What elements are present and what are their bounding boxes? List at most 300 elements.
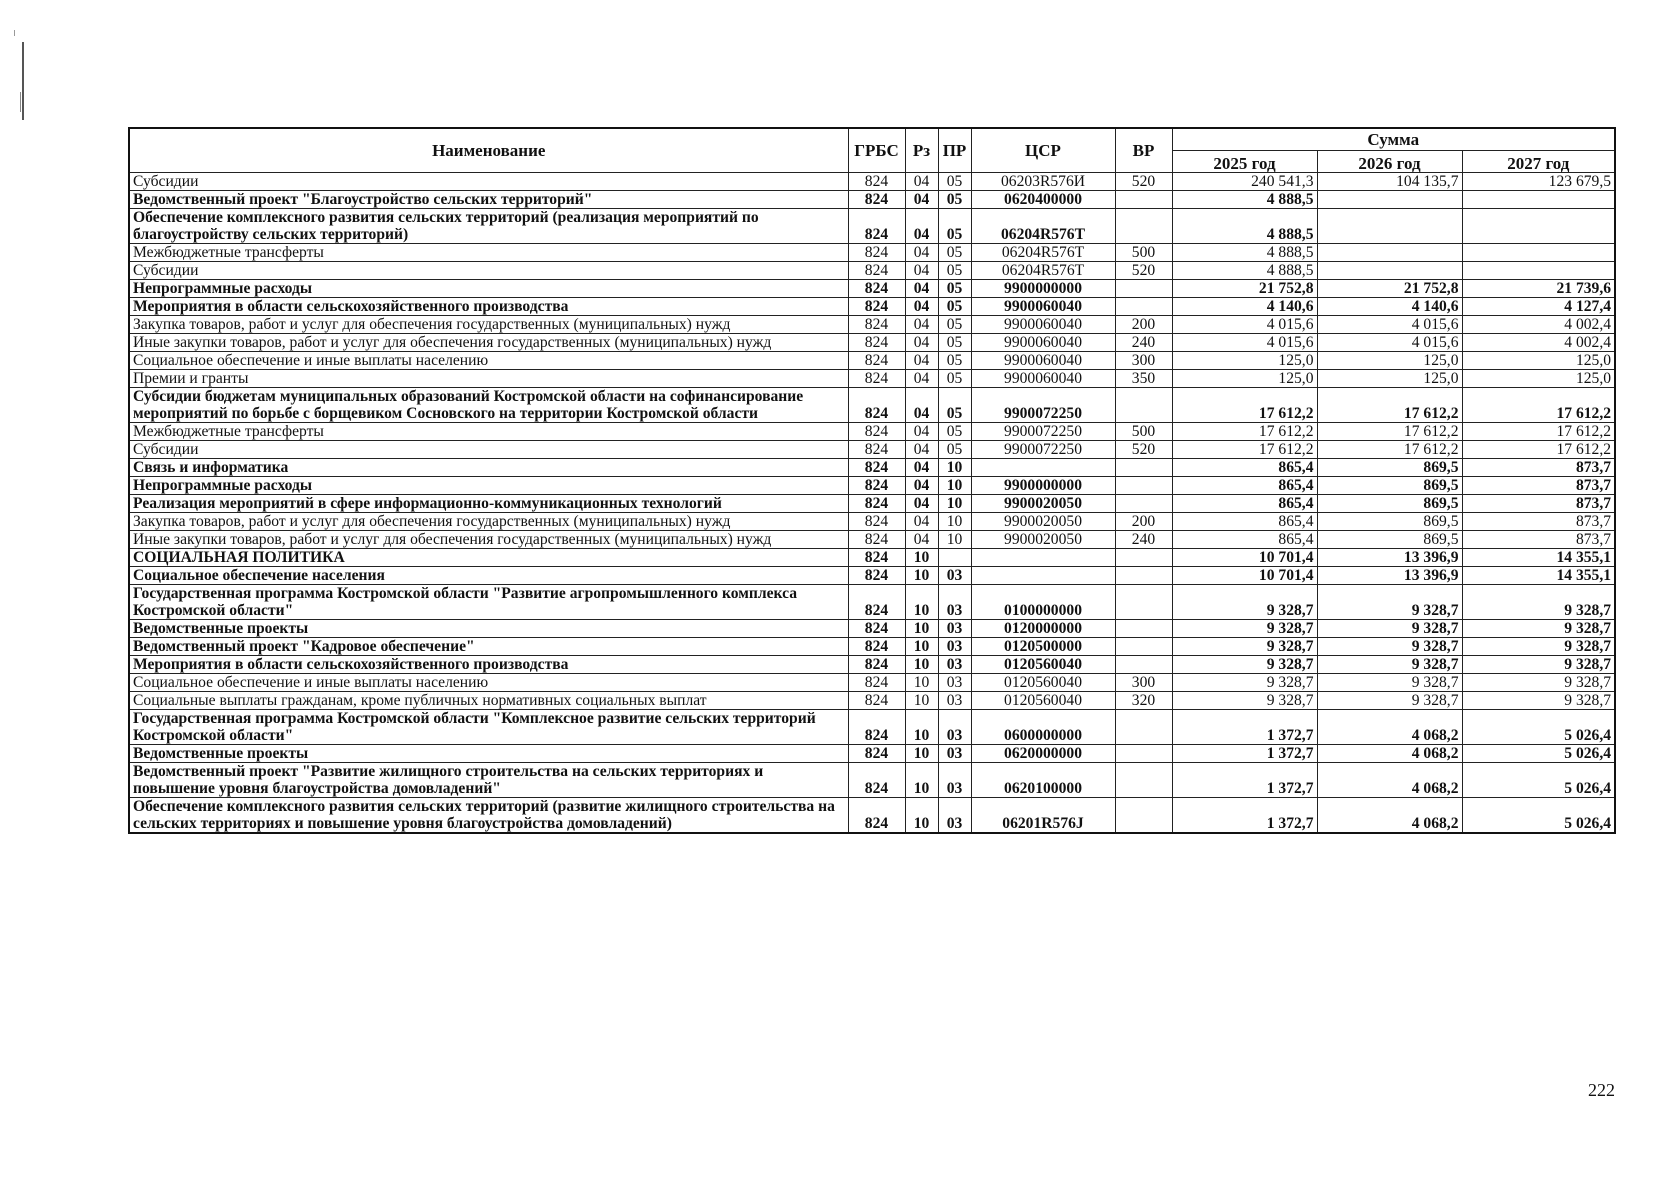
cell-rz: 04 bbox=[905, 173, 938, 191]
cell-csr: 0620100000 bbox=[971, 763, 1115, 798]
table-row bbox=[129, 674, 1615, 692]
table-row bbox=[129, 692, 1615, 710]
cell-pr: 05 bbox=[938, 388, 971, 423]
cell-y2025: 1 372,7 bbox=[1172, 798, 1317, 834]
cell-y2025: 21 752,8 bbox=[1172, 280, 1317, 298]
cell-y2026: 4 068,2 bbox=[1317, 798, 1462, 834]
table-row bbox=[129, 370, 1615, 388]
cell-grbs: 824 bbox=[848, 423, 905, 441]
cell-rz: 04 bbox=[905, 316, 938, 334]
cell-pr: 05 bbox=[938, 244, 971, 262]
cell-grbs: 824 bbox=[848, 173, 905, 191]
cell-rz: 10 bbox=[905, 638, 938, 656]
table-row bbox=[129, 495, 1615, 513]
cell-csr: 06203R576И bbox=[971, 173, 1115, 191]
cell-y2026: 869,5 bbox=[1317, 513, 1462, 531]
table-row bbox=[129, 763, 1615, 798]
cell-pr: 05 bbox=[938, 316, 971, 334]
cell-vr bbox=[1115, 798, 1172, 834]
cell-y2026 bbox=[1317, 209, 1462, 244]
cell-rz: 04 bbox=[905, 262, 938, 280]
cell-pr: 05 bbox=[938, 370, 971, 388]
cell-pr: 10 bbox=[938, 477, 971, 495]
cell-pr: 03 bbox=[938, 763, 971, 798]
cell-grbs: 824 bbox=[848, 209, 905, 244]
cell-vr: 520 bbox=[1115, 262, 1172, 280]
cell-y2027: 5 026,4 bbox=[1462, 763, 1615, 798]
cell-vr: 240 bbox=[1115, 531, 1172, 549]
cell-csr: 06204R576T bbox=[971, 244, 1115, 262]
cell-y2026: 4 140,6 bbox=[1317, 298, 1462, 316]
cell-grbs: 824 bbox=[848, 244, 905, 262]
table-row bbox=[129, 441, 1615, 459]
cell-y2026: 4 068,2 bbox=[1317, 763, 1462, 798]
cell-rz: 10 bbox=[905, 692, 938, 710]
cell-y2027: 14 355,1 bbox=[1462, 549, 1615, 567]
table-row bbox=[129, 316, 1615, 334]
cell-csr: 9900020050 bbox=[971, 513, 1115, 531]
cell-csr bbox=[971, 459, 1115, 477]
budget-table bbox=[128, 127, 1616, 834]
cell-y2026: 869,5 bbox=[1317, 477, 1462, 495]
table-row bbox=[129, 173, 1615, 191]
cell-y2026: 4 068,2 bbox=[1317, 745, 1462, 763]
cell-y2027: 123 679,5 bbox=[1462, 173, 1615, 191]
cell-rz: 04 bbox=[905, 191, 938, 209]
cell-name: Закупка товаров, работ и услуг для обеспечения государственных (муниципальных) нужд bbox=[129, 316, 848, 334]
cell-name: Ведомственный проект "Благоустройство сельских территорий" bbox=[129, 191, 848, 209]
cell-pr: 03 bbox=[938, 567, 971, 585]
cell-name: Социальное обеспечение и иные выплаты населению bbox=[129, 674, 848, 692]
header-sum: Сумма bbox=[1172, 128, 1615, 151]
cell-y2027: 9 328,7 bbox=[1462, 692, 1615, 710]
cell-y2025: 125,0 bbox=[1172, 370, 1317, 388]
cell-csr bbox=[971, 549, 1115, 567]
cell-y2026 bbox=[1317, 244, 1462, 262]
cell-y2025: 4 015,6 bbox=[1172, 334, 1317, 352]
cell-csr: 9900020050 bbox=[971, 531, 1115, 549]
cell-pr: 05 bbox=[938, 423, 971, 441]
cell-y2026 bbox=[1317, 191, 1462, 209]
cell-y2025: 9 328,7 bbox=[1172, 656, 1317, 674]
cell-grbs: 824 bbox=[848, 280, 905, 298]
cell-y2025: 10 701,4 bbox=[1172, 549, 1317, 567]
page-number: 222 bbox=[1588, 1080, 1615, 1100]
cell-y2025: 865,4 bbox=[1172, 513, 1317, 531]
cell-pr: 05 bbox=[938, 191, 971, 209]
scan-artifact bbox=[14, 30, 15, 36]
cell-pr: 03 bbox=[938, 798, 971, 834]
cell-grbs: 824 bbox=[848, 495, 905, 513]
cell-y2025: 4 888,5 bbox=[1172, 191, 1317, 209]
cell-y2026: 9 328,7 bbox=[1317, 674, 1462, 692]
cell-csr: 0120000000 bbox=[971, 620, 1115, 638]
cell-csr: 06201R576J bbox=[971, 798, 1115, 834]
cell-y2026: 9 328,7 bbox=[1317, 585, 1462, 620]
header-year-2027: 2027 год bbox=[1462, 151, 1615, 173]
cell-csr: 9900060040 bbox=[971, 334, 1115, 352]
table-row bbox=[129, 209, 1615, 244]
cell-pr: 05 bbox=[938, 262, 971, 280]
cell-csr bbox=[971, 567, 1115, 585]
cell-y2025: 125,0 bbox=[1172, 352, 1317, 370]
cell-name: Субсидии bbox=[129, 441, 848, 459]
cell-pr: 03 bbox=[938, 638, 971, 656]
cell-rz: 10 bbox=[905, 656, 938, 674]
cell-y2026: 9 328,7 bbox=[1317, 620, 1462, 638]
cell-grbs: 824 bbox=[848, 638, 905, 656]
table-row bbox=[129, 549, 1615, 567]
cell-name: Обеспечение комплексного развития сельских территорий (развитие жилищного строительства на сельских территориях и повышение уровня благоустройства домовладений) bbox=[129, 798, 848, 834]
cell-y2027: 4 002,4 bbox=[1462, 334, 1615, 352]
header-year-2025: 2025 год bbox=[1172, 151, 1317, 173]
cell-vr: 500 bbox=[1115, 244, 1172, 262]
cell-y2025: 9 328,7 bbox=[1172, 620, 1317, 638]
cell-y2026: 9 328,7 bbox=[1317, 692, 1462, 710]
cell-y2025: 10 701,4 bbox=[1172, 567, 1317, 585]
cell-pr: 03 bbox=[938, 620, 971, 638]
cell-y2025: 4 888,5 bbox=[1172, 262, 1317, 280]
table-row bbox=[129, 459, 1615, 477]
cell-y2027: 5 026,4 bbox=[1462, 710, 1615, 745]
cell-y2027 bbox=[1462, 191, 1615, 209]
cell-y2027: 17 612,2 bbox=[1462, 423, 1615, 441]
cell-y2026: 17 612,2 bbox=[1317, 441, 1462, 459]
cell-name: Мероприятия в области сельскохозяйственного производства bbox=[129, 298, 848, 316]
cell-y2027: 14 355,1 bbox=[1462, 567, 1615, 585]
cell-csr: 9900020050 bbox=[971, 495, 1115, 513]
cell-y2025: 4 888,5 bbox=[1172, 244, 1317, 262]
cell-name: Государственная программа Костромской области "Развитие агропромышленного комплекса Костромской области" bbox=[129, 585, 848, 620]
cell-vr bbox=[1115, 459, 1172, 477]
cell-y2026: 4 068,2 bbox=[1317, 710, 1462, 745]
table-row bbox=[129, 798, 1615, 834]
cell-y2027: 873,7 bbox=[1462, 495, 1615, 513]
cell-name: Мероприятия в области сельскохозяйственного производства bbox=[129, 656, 848, 674]
cell-y2025: 17 612,2 bbox=[1172, 423, 1317, 441]
cell-grbs: 824 bbox=[848, 352, 905, 370]
cell-y2025: 4 888,5 bbox=[1172, 209, 1317, 244]
cell-name: Социальное обеспечение населения bbox=[129, 567, 848, 585]
cell-vr bbox=[1115, 209, 1172, 244]
cell-name: СОЦИАЛЬНАЯ ПОЛИТИКА bbox=[129, 549, 848, 567]
cell-vr: 350 bbox=[1115, 370, 1172, 388]
header-pr: ПР bbox=[938, 128, 971, 173]
cell-name: Субсидии bbox=[129, 173, 848, 191]
cell-name: Государственная программа Костромской области "Комплексное развитие сельских территорий Костромской области" bbox=[129, 710, 848, 745]
cell-vr bbox=[1115, 549, 1172, 567]
cell-rz: 04 bbox=[905, 388, 938, 423]
cell-y2026: 13 396,9 bbox=[1317, 567, 1462, 585]
cell-grbs: 824 bbox=[848, 191, 905, 209]
cell-pr: 05 bbox=[938, 352, 971, 370]
cell-y2027: 873,7 bbox=[1462, 513, 1615, 531]
cell-grbs: 824 bbox=[848, 316, 905, 334]
cell-y2025: 1 372,7 bbox=[1172, 763, 1317, 798]
cell-name: Социальное обеспечение и иные выплаты населению bbox=[129, 352, 848, 370]
cell-vr: 520 bbox=[1115, 441, 1172, 459]
cell-y2025: 240 541,3 bbox=[1172, 173, 1317, 191]
cell-rz: 04 bbox=[905, 334, 938, 352]
cell-y2025: 9 328,7 bbox=[1172, 674, 1317, 692]
cell-y2025: 9 328,7 bbox=[1172, 692, 1317, 710]
cell-vr: 300 bbox=[1115, 352, 1172, 370]
cell-y2026: 21 752,8 bbox=[1317, 280, 1462, 298]
cell-vr bbox=[1115, 495, 1172, 513]
cell-y2025: 4 140,6 bbox=[1172, 298, 1317, 316]
cell-pr: 03 bbox=[938, 710, 971, 745]
cell-name: Связь и информатика bbox=[129, 459, 848, 477]
table-row bbox=[129, 638, 1615, 656]
cell-grbs: 824 bbox=[848, 567, 905, 585]
cell-rz: 10 bbox=[905, 567, 938, 585]
cell-csr: 0120500000 bbox=[971, 638, 1115, 656]
cell-vr: 520 bbox=[1115, 173, 1172, 191]
cell-pr: 03 bbox=[938, 674, 971, 692]
cell-vr bbox=[1115, 620, 1172, 638]
cell-grbs: 824 bbox=[848, 441, 905, 459]
cell-vr bbox=[1115, 298, 1172, 316]
cell-y2025: 865,4 bbox=[1172, 459, 1317, 477]
cell-y2027: 873,7 bbox=[1462, 477, 1615, 495]
cell-y2026: 17 612,2 bbox=[1317, 423, 1462, 441]
cell-csr: 0620400000 bbox=[971, 191, 1115, 209]
cell-name: Субсидии bbox=[129, 262, 848, 280]
cell-pr: 05 bbox=[938, 173, 971, 191]
cell-y2025: 4 015,6 bbox=[1172, 316, 1317, 334]
cell-pr: 05 bbox=[938, 334, 971, 352]
cell-rz: 04 bbox=[905, 352, 938, 370]
cell-vr: 200 bbox=[1115, 513, 1172, 531]
cell-y2025: 865,4 bbox=[1172, 477, 1317, 495]
cell-y2027 bbox=[1462, 262, 1615, 280]
cell-grbs: 824 bbox=[848, 531, 905, 549]
cell-y2027: 5 026,4 bbox=[1462, 745, 1615, 763]
cell-vr bbox=[1115, 477, 1172, 495]
cell-rz: 10 bbox=[905, 549, 938, 567]
cell-y2027: 4 002,4 bbox=[1462, 316, 1615, 334]
cell-grbs: 824 bbox=[848, 298, 905, 316]
cell-pr: 10 bbox=[938, 513, 971, 531]
scan-artifact bbox=[22, 42, 24, 120]
cell-grbs: 824 bbox=[848, 549, 905, 567]
table-row bbox=[129, 352, 1615, 370]
cell-y2026: 125,0 bbox=[1317, 370, 1462, 388]
cell-vr bbox=[1115, 585, 1172, 620]
cell-rz: 04 bbox=[905, 280, 938, 298]
cell-grbs: 824 bbox=[848, 370, 905, 388]
header-vr: ВР bbox=[1115, 128, 1172, 173]
header-year-2026: 2026 год bbox=[1317, 151, 1462, 173]
cell-y2027: 873,7 bbox=[1462, 531, 1615, 549]
cell-rz: 10 bbox=[905, 763, 938, 798]
cell-y2027: 9 328,7 bbox=[1462, 585, 1615, 620]
cell-csr: 0120560040 bbox=[971, 656, 1115, 674]
table-row bbox=[129, 477, 1615, 495]
table-row bbox=[129, 423, 1615, 441]
cell-rz: 04 bbox=[905, 513, 938, 531]
cell-grbs: 824 bbox=[848, 477, 905, 495]
cell-y2025: 17 612,2 bbox=[1172, 388, 1317, 423]
cell-y2025: 9 328,7 bbox=[1172, 585, 1317, 620]
cell-name: Социальные выплаты гражданам, кроме публичных нормативных социальных выплат bbox=[129, 692, 848, 710]
cell-grbs: 824 bbox=[848, 388, 905, 423]
cell-rz: 10 bbox=[905, 798, 938, 834]
cell-pr bbox=[938, 549, 971, 567]
cell-grbs: 824 bbox=[848, 334, 905, 352]
cell-grbs: 824 bbox=[848, 763, 905, 798]
cell-csr: 0600000000 bbox=[971, 710, 1115, 745]
cell-pr: 05 bbox=[938, 298, 971, 316]
cell-y2026: 104 135,7 bbox=[1317, 173, 1462, 191]
table-row bbox=[129, 567, 1615, 585]
table-row bbox=[129, 262, 1615, 280]
cell-y2027: 125,0 bbox=[1462, 370, 1615, 388]
cell-rz: 10 bbox=[905, 674, 938, 692]
cell-csr: 9900060040 bbox=[971, 370, 1115, 388]
cell-csr: 0120560040 bbox=[971, 674, 1115, 692]
cell-y2027: 125,0 bbox=[1462, 352, 1615, 370]
cell-rz: 04 bbox=[905, 298, 938, 316]
cell-pr: 03 bbox=[938, 692, 971, 710]
table-row bbox=[129, 513, 1615, 531]
cell-csr: 0120560040 bbox=[971, 692, 1115, 710]
cell-rz: 04 bbox=[905, 370, 938, 388]
cell-y2026: 17 612,2 bbox=[1317, 388, 1462, 423]
table-body bbox=[129, 173, 1615, 834]
cell-csr: 0100000000 bbox=[971, 585, 1115, 620]
cell-rz: 10 bbox=[905, 620, 938, 638]
cell-rz: 04 bbox=[905, 495, 938, 513]
cell-name: Реализация мероприятий в сфере информационно-коммуникационных технологий bbox=[129, 495, 848, 513]
cell-y2026: 4 015,6 bbox=[1317, 334, 1462, 352]
cell-pr: 03 bbox=[938, 656, 971, 674]
cell-y2027: 9 328,7 bbox=[1462, 674, 1615, 692]
cell-pr: 10 bbox=[938, 495, 971, 513]
cell-rz: 04 bbox=[905, 531, 938, 549]
header-rz: Рз bbox=[905, 128, 938, 173]
cell-csr: 06204R576T bbox=[971, 262, 1115, 280]
header-name: Наименование bbox=[129, 128, 848, 173]
table-row bbox=[129, 334, 1615, 352]
cell-y2027 bbox=[1462, 244, 1615, 262]
cell-grbs: 824 bbox=[848, 710, 905, 745]
table-row bbox=[129, 531, 1615, 549]
table-row bbox=[129, 585, 1615, 620]
cell-vr: 500 bbox=[1115, 423, 1172, 441]
cell-name: Обеспечение комплексного развития сельских территорий (реализация мероприятий по благоустройству сельских территорий) bbox=[129, 209, 848, 244]
cell-y2026: 869,5 bbox=[1317, 531, 1462, 549]
table-header bbox=[129, 128, 1615, 173]
table-row bbox=[129, 244, 1615, 262]
table-row bbox=[129, 620, 1615, 638]
cell-grbs: 824 bbox=[848, 585, 905, 620]
cell-pr: 05 bbox=[938, 441, 971, 459]
table-row bbox=[129, 656, 1615, 674]
cell-grbs: 824 bbox=[848, 262, 905, 280]
cell-rz: 04 bbox=[905, 423, 938, 441]
cell-name: Непрограммные расходы bbox=[129, 280, 848, 298]
cell-y2026: 125,0 bbox=[1317, 352, 1462, 370]
cell-vr bbox=[1115, 280, 1172, 298]
cell-y2027: 873,7 bbox=[1462, 459, 1615, 477]
cell-csr: 9900060040 bbox=[971, 316, 1115, 334]
cell-name: Ведомственные проекты bbox=[129, 620, 848, 638]
cell-y2025: 865,4 bbox=[1172, 531, 1317, 549]
table-row bbox=[129, 710, 1615, 745]
cell-y2026: 9 328,7 bbox=[1317, 638, 1462, 656]
cell-name: Иные закупки товаров, работ и услуг для обеспечения государственных (муниципальных) нужд bbox=[129, 531, 848, 549]
cell-vr bbox=[1115, 745, 1172, 763]
cell-y2025: 1 372,7 bbox=[1172, 745, 1317, 763]
cell-name: Межбюджетные трансферты bbox=[129, 423, 848, 441]
cell-y2025: 9 328,7 bbox=[1172, 638, 1317, 656]
cell-name: Непрограммные расходы bbox=[129, 477, 848, 495]
table-row bbox=[129, 745, 1615, 763]
cell-rz: 10 bbox=[905, 745, 938, 763]
cell-csr: 9900060040 bbox=[971, 352, 1115, 370]
cell-y2027: 21 739,6 bbox=[1462, 280, 1615, 298]
cell-csr: 9900000000 bbox=[971, 280, 1115, 298]
cell-grbs: 824 bbox=[848, 620, 905, 638]
cell-pr: 10 bbox=[938, 459, 971, 477]
cell-y2026 bbox=[1317, 262, 1462, 280]
cell-y2026: 4 015,6 bbox=[1317, 316, 1462, 334]
cell-grbs: 824 bbox=[848, 798, 905, 834]
cell-y2027: 5 026,4 bbox=[1462, 798, 1615, 834]
cell-pr: 03 bbox=[938, 745, 971, 763]
cell-name: Ведомственный проект "Кадровое обеспечение" bbox=[129, 638, 848, 656]
cell-name: Ведомственный проект "Развитие жилищного строительства на сельских территориях и повышение уровня благоустройства домовладений" bbox=[129, 763, 848, 798]
cell-vr bbox=[1115, 656, 1172, 674]
cell-grbs: 824 bbox=[848, 674, 905, 692]
cell-grbs: 824 bbox=[848, 745, 905, 763]
cell-vr: 240 bbox=[1115, 334, 1172, 352]
cell-pr: 05 bbox=[938, 209, 971, 244]
cell-csr: 9900072250 bbox=[971, 388, 1115, 423]
cell-vr bbox=[1115, 388, 1172, 423]
table-row bbox=[129, 298, 1615, 316]
cell-vr bbox=[1115, 710, 1172, 745]
cell-csr: 9900072250 bbox=[971, 423, 1115, 441]
cell-name: Иные закупки товаров, работ и услуг для обеспечения государственных (муниципальных) нужд bbox=[129, 334, 848, 352]
cell-y2025: 865,4 bbox=[1172, 495, 1317, 513]
cell-y2027: 9 328,7 bbox=[1462, 620, 1615, 638]
cell-grbs: 824 bbox=[848, 459, 905, 477]
cell-name: Ведомственные проекты bbox=[129, 745, 848, 763]
cell-y2027: 17 612,2 bbox=[1462, 441, 1615, 459]
cell-y2026: 869,5 bbox=[1317, 495, 1462, 513]
cell-rz: 04 bbox=[905, 441, 938, 459]
cell-grbs: 824 bbox=[848, 692, 905, 710]
cell-grbs: 824 bbox=[848, 513, 905, 531]
cell-y2025: 1 372,7 bbox=[1172, 710, 1317, 745]
cell-y2027 bbox=[1462, 209, 1615, 244]
table-row bbox=[129, 280, 1615, 298]
cell-vr: 200 bbox=[1115, 316, 1172, 334]
header-grbs: ГРБС bbox=[848, 128, 905, 173]
cell-csr: 9900072250 bbox=[971, 441, 1115, 459]
cell-csr: 9900060040 bbox=[971, 298, 1115, 316]
cell-vr bbox=[1115, 763, 1172, 798]
cell-name: Субсидии бюджетам муниципальных образований Костромской области на софинансирование мероприятий по борьбе с борщевиком Сосновского на территории Костромской области bbox=[129, 388, 848, 423]
cell-vr bbox=[1115, 567, 1172, 585]
cell-y2027: 4 127,4 bbox=[1462, 298, 1615, 316]
cell-name: Межбюджетные трансферты bbox=[129, 244, 848, 262]
cell-rz: 10 bbox=[905, 710, 938, 745]
table-row bbox=[129, 191, 1615, 209]
cell-name: Закупка товаров, работ и услуг для обеспечения государственных (муниципальных) нужд bbox=[129, 513, 848, 531]
